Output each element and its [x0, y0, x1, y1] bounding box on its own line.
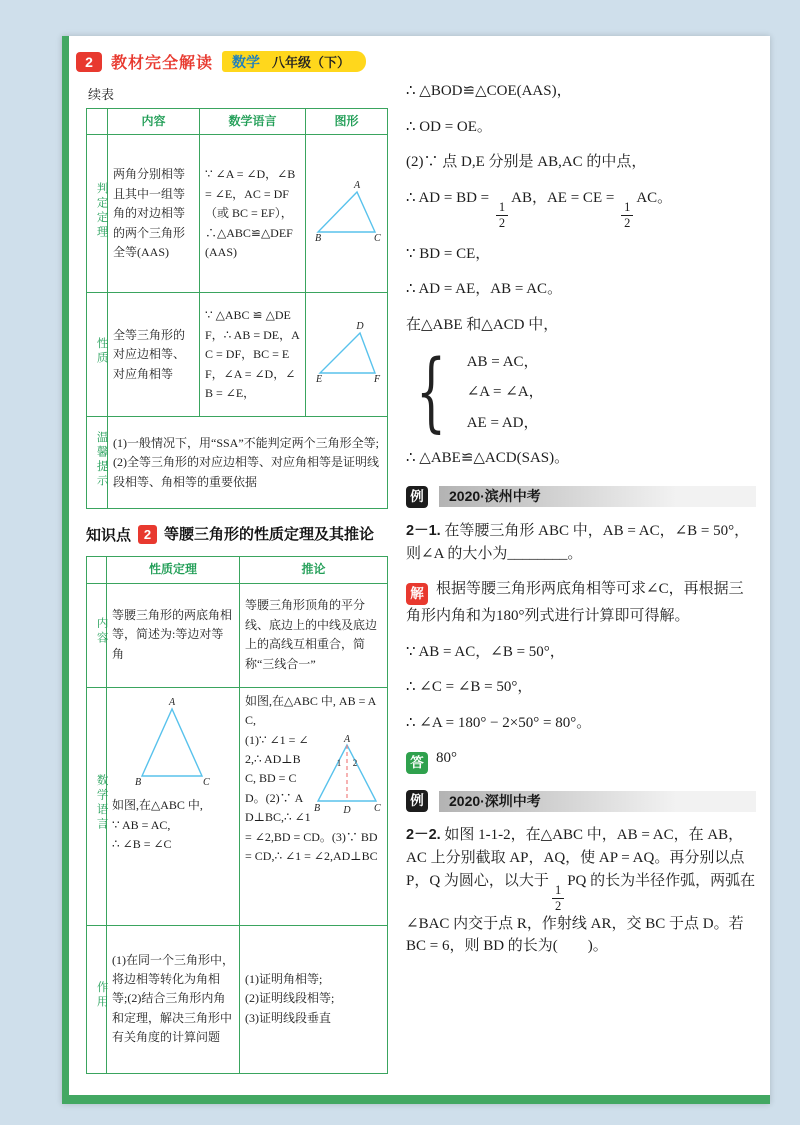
content-cell: 全等三角形的对应边相等、对应角相等	[108, 293, 200, 417]
row-label-cell	[87, 925, 107, 1073]
problem-text: 如图 1-1-2，在△ABC 中，AB = AC，在 AB，AC 上分别截取 AP，AQ，使 AP = AQ。再分别以点 P，Q 为圆心，以大于	[406, 827, 745, 889]
vertex-label-e: E	[315, 373, 322, 384]
answer-paragraph	[406, 747, 756, 774]
problem-number: 2－2.	[406, 827, 441, 844]
problem-text: 在等腰三角形 ABC 中，AB = AC，∠B = 50°，则∠A 的大小为________。	[406, 522, 750, 562]
angle-label-1: 1	[336, 757, 342, 768]
theorem-use-cell: (1)在同一个三角形中，将边相等转化为角相等;(2)结合三角形内角和定理，解决三角形中有关角度的计算问题	[107, 925, 240, 1073]
solution-tag: 解	[406, 583, 428, 605]
example-header-1	[406, 486, 756, 508]
problem-2-1	[406, 520, 756, 565]
row-label-cell	[87, 687, 107, 925]
kp-title: 等腰三角形的性质定理及其推论	[164, 526, 375, 544]
problem-number: 2－1.	[406, 522, 441, 539]
content-cell: 两角分别相等且其中一组等角的对边相等的两个三角形全等(AAS)	[108, 135, 200, 293]
example-header-2	[406, 790, 756, 812]
solution-line: ∴ ∠A = 180° − 2×50° = 80°。	[406, 714, 592, 731]
row-label: 性质	[95, 337, 108, 367]
solution-paragraph	[406, 578, 756, 628]
right-column	[406, 80, 756, 971]
math-line: ∵ AB = AC,	[112, 817, 171, 832]
figure-cell	[306, 135, 388, 293]
page-number-badge: 2	[76, 52, 102, 72]
math-cell: ∵ ∠A = ∠D，∠B = ∠E，AC = DF（或 BC = EF），∴△ABC≌△DEF(AAS)	[200, 135, 306, 293]
solution-line-fraction	[406, 187, 756, 230]
grade-label: 八年级（下）	[272, 55, 351, 70]
math-line: ∴ ∠B = ∠C	[112, 836, 172, 851]
problem-2-2	[406, 824, 756, 958]
row-label-cell	[87, 135, 108, 293]
table-row	[87, 135, 388, 293]
header-ribbon	[222, 51, 366, 72]
theorem-content-cell: 等腰三角形的两底角相等，简述为:等边对等角	[107, 583, 240, 687]
t2-corner-cell	[87, 557, 107, 583]
solution-line: ∵ BD = CE，	[406, 245, 491, 262]
table-header-row	[87, 109, 388, 135]
triangle-def-figure	[312, 320, 382, 384]
kp-label: 知识点	[86, 527, 132, 545]
vertex-label-c: C	[374, 802, 381, 814]
knowledge-point-heading	[86, 524, 388, 546]
triangle-abc-figure	[312, 179, 382, 243]
congruence-table	[86, 108, 388, 509]
theorem-math-cell	[107, 687, 240, 925]
fraction: $\frac{1}{2}$	[621, 201, 633, 230]
row-label-cell	[87, 293, 108, 417]
solution-line: ∵ AB = AC，∠B = 50°，	[406, 643, 565, 660]
row-label-cell	[87, 583, 107, 687]
equation-system	[416, 342, 756, 443]
fraction: $\frac{1}{2}$	[552, 884, 564, 913]
altitude-triangle-figure	[314, 733, 382, 821]
table-row	[87, 293, 388, 417]
row-label: 内容	[95, 617, 108, 647]
figure-cell	[306, 293, 388, 417]
use-item: (2)证明线段相等;	[245, 991, 335, 1006]
table-header-row	[87, 557, 388, 583]
textbook-page	[62, 36, 770, 1104]
math-line: 如图,在△ABC 中,	[112, 798, 203, 813]
note-cell: (1)一般情况下，用“SSA”不能判定两个三角形全等;(2)全等三角形的对应边相等、对应角相等是证明线段相等、角相等的重要依据	[108, 417, 388, 509]
book-title: 教材完全解读	[111, 55, 214, 72]
math-body: (1)∵ ∠1 = ∠2,∴ AD⊥BC, BD = CD。(2)∵ AD⊥BC,∴ ∠1 = ∠2,BD = CD。(3)∵ BD = CD,∴ ∠1 = ∠2,AD⊥BC	[245, 732, 378, 864]
solution-line: (2)∵ 点 D,E 分别是 AB,AC 的中点，	[406, 154, 647, 170]
vertex-label-a: A	[168, 696, 176, 708]
vertex-label-d: D	[343, 804, 351, 816]
t2-col-corollary: 推论	[240, 557, 388, 583]
solution-line: 在△ABE 和△ACD 中，	[406, 316, 559, 333]
row-label: 温馨提示	[95, 430, 108, 489]
solution-line: ∴ OD = OE。	[406, 118, 492, 135]
row-label-cell	[87, 417, 108, 509]
system-line: AE = AD，	[466, 414, 539, 431]
math-text: ∴ AD = BD =	[406, 189, 493, 206]
row-label: 数学语言	[95, 773, 108, 832]
t1-corner-cell	[87, 109, 108, 135]
t1-col-content: 内容	[108, 109, 200, 135]
math-cell: ∵ △ABC ≌ △DEF，∴ AB = DE，AC = DF，BC = EF，∠A = ∠D，∠B = ∠E，	[200, 293, 306, 417]
left-column	[86, 84, 388, 1074]
vertex-label-d: D	[355, 320, 364, 332]
problem-text: PQ 的长为半径作弧，两弧在∠BAC 内交于点 R，作射线 AR，交 BC 于点 D。若 BC = 6，则 BD 的长为( )。	[406, 872, 756, 955]
example-source: 2020·深圳中考	[439, 791, 756, 812]
answer-tag: 答	[406, 752, 428, 774]
math-text: AB，AE = CE =	[511, 189, 619, 206]
isosceles-triangle-figure	[133, 696, 213, 788]
subject-label: 数学	[232, 53, 261, 70]
table-row-note	[87, 417, 388, 509]
corollary-content-cell: 等腰三角形顶角的平分线、底边上的中线及底边上的高线互相重合，简称“三线合一”	[240, 583, 388, 687]
page-bottom-bar	[62, 1095, 770, 1104]
vertex-label-a: A	[343, 733, 351, 745]
t2-col-theorem: 性质定理	[107, 557, 240, 583]
example-tag: 例	[406, 486, 428, 508]
t1-col-math: 数学语言	[200, 109, 306, 135]
row-label: 判定定理	[95, 181, 108, 240]
angle-label-2: 2	[352, 757, 358, 768]
table-row	[87, 583, 388, 687]
solution-line: ∴ ∠C = ∠B = 50°，	[406, 679, 533, 696]
continuation-label: 续表	[88, 87, 115, 102]
solution-text: 根据等腰三角形两底角相等可求∠C，再根据三角形内角和为180°列式进行计算即可得解。	[406, 581, 744, 625]
table-row	[87, 925, 388, 1073]
math-line: 如图,在△ABC 中, AB = AC,	[245, 693, 377, 728]
solution-line: ∴ △ABE≌△ACD(SAS)。	[406, 450, 570, 467]
vertex-label-b: B	[314, 802, 321, 814]
brace-icon: {	[416, 342, 447, 443]
system-line: AB = AC，	[466, 353, 539, 370]
vertex-label-b: B	[135, 776, 142, 788]
use-item: (3)证明线段垂直	[245, 1010, 331, 1025]
vertex-label-b: B	[314, 232, 321, 243]
vertex-label-a: A	[353, 179, 360, 191]
example-source: 2020·滨州中考	[439, 486, 756, 507]
t1-col-figure: 图形	[306, 109, 388, 135]
isosceles-table	[86, 556, 388, 1073]
solution-line: ∴ △BOD≌△COE(AAS)，	[406, 83, 572, 99]
page-edge-stripe	[62, 36, 69, 1104]
vertex-label-c: C	[373, 232, 381, 243]
example-tag: 例	[406, 790, 428, 812]
math-text: AC。	[636, 189, 673, 206]
use-item: (1)证明角相等;	[245, 971, 323, 986]
answer-text: 80°	[436, 750, 457, 767]
vertex-label-c: C	[203, 776, 210, 788]
solution-line: ∴ AD = AE，AB = AC。	[406, 281, 563, 298]
system-line: ∠A = ∠A，	[466, 384, 544, 400]
corollary-math-cell	[240, 687, 388, 925]
corollary-use-cell	[240, 925, 388, 1073]
fraction: $\frac{1}{2}$	[496, 201, 508, 230]
page-header	[76, 50, 366, 73]
vertex-label-f: F	[373, 373, 380, 384]
table-row	[87, 687, 388, 925]
kp-number-badge: 2	[138, 525, 157, 544]
row-label: 作用	[95, 981, 108, 1011]
